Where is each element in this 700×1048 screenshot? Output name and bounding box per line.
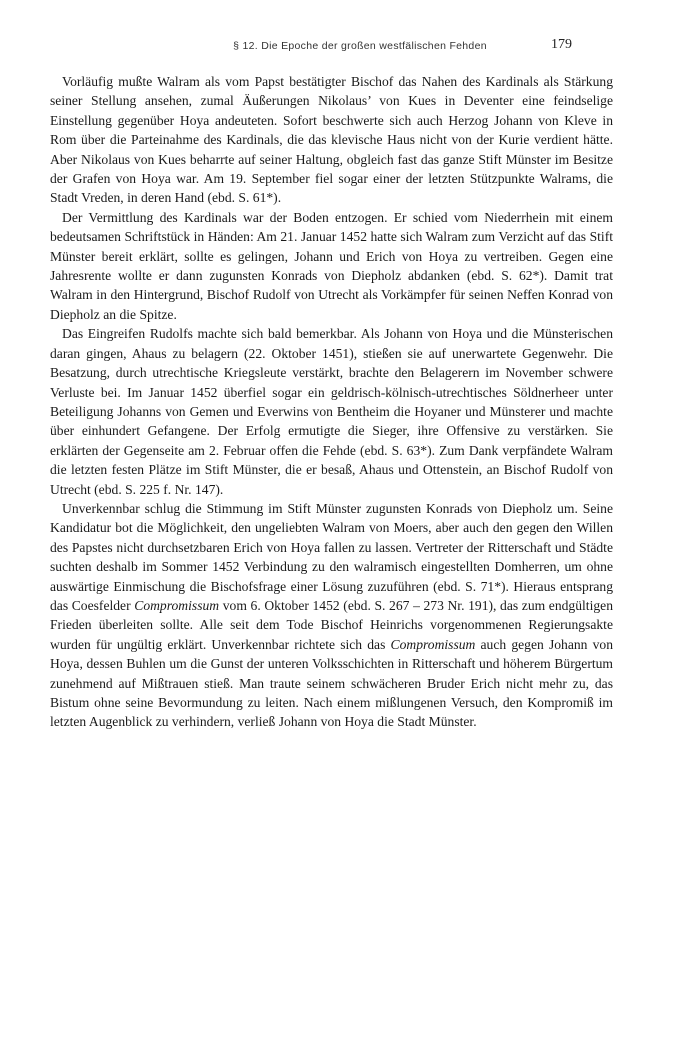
body-text [50, 72, 613, 732]
page-number: 179 [551, 37, 572, 52]
paragraph: Vorläufig mußte Walram als vom Papst bestätigter Bischof das Nahen des Kardinals als Stärkung seiner Stellung ansehen, zumal Äußerungen Nikolaus’ von Kues in Deventer eine feindselige Einstellung gegenüber Hoya andeuteten. Sofort beschwerte sich auch Herzog Johann von Kleve in Rom über die Parteinahme des Kardinals, die das klevische Haus nicht von der Kurie verdient hätte. Aber Nikolaus von Kues beharrte auf seiner Haltung, obgleich fast das ganze Stift Münster im Besitze der Grafen von Hoya war. Am 19. September fiel sogar einer der letzten Stützpunkte Walrams, die Stadt Vreden, in deren Hand (ebd. S. 61*). [50, 74, 613, 206]
italic-term: Compromissum [390, 636, 476, 652]
running-head: § 12. Die Epoche der großen westfälischen Fehden [233, 40, 487, 52]
italic-term: Compromissum [134, 597, 220, 613]
paragraph: Der Vermittlung des Kardinals war der Boden entzogen. Er schied vom Niederrhein mit einem bedeutsamen Schriftstück in Händen: Am 21. Januar 1452 hatte sich Walram zum Verzicht auf das Stift Münster bereit erklärt, sollte es gelingen, Johann und Erich von Hoya zu vertreiben. Gegen eine Jahresrente wollte er dann zugunsten Konrads von Diepholz abdanken (ebd. S. 62*). Damit trat Walram in den Hintergrund, Bischof Rudolf von Utrecht als Vorkämpfer für seinen Neffen Konrad von Diepholz an die Spitze. [50, 209, 613, 322]
paragraph-text: vom 6. Oktober 1452 (ebd. S. 267 – 273 Nr. 191), das zum endgültigen Frieden überleiten sollte. Alle seit dem Tode Bischof Heinrichs vorgenommenen Regierungsakte wurden für ungültig erklärt. Unverkennbar richtete sich das [50, 597, 613, 652]
paragraph-text: auch gegen Johann von Hoya, dessen Buhlen um die Gunst der unteren Volksschichten in Ritterschaft und höherem Bürgertum zunehmend auf Mißtrauen stieß. Man traute seinem schwächeren Bruder Erich nicht mehr zu, das Bistum ohne seine Bevormundung zu leiten. Nach einem mißlungenen Versuch, den Kompromiß im letzten Augenblick zu verhindern, verließ Johann von Hoya die Stadt Münster. [50, 636, 613, 730]
paragraph-text: Unverkennbar schlug die Stimmung im Stift Münster zugunsten Konrads von Diepholz um. Seine Kandidatur bot die Möglichkeit, den ungeliebten Walram von Moers, aber auch den gegen den Willen des Papstes nicht durchsetzbaren Erich von Hoya fallen zu lassen. Vertreter der Ritterschaft und Städte suchten deshalb im Sommer 1452 Verbindung zu den walramisch eingestellten Domherren, um ohne auswärtige Einmischung die Bischofsfrage einer Lösung zuzuführen (ebd. S. 71*). Hieraus entsprang das Coesfelder [50, 500, 613, 613]
paragraph: Das Eingreifen Rudolfs machte sich bald bemerkbar. Als Johann von Hoya und die Münsterischen daran gingen, Ahaus zu belagern (22. Oktober 1451), stießen sie auf unerwartete Gegenwehr. Die Besatzung, durch utrechtische Kriegsleute verstärkt, brachte den Belagerern im November schwere Verluste bei. Im Januar 1452 überfiel sogar ein geldrisch-kölnisch-utrechtisches Söldnerheer unter Beteiligung Johanns von Gemen und Everwins von Bentheim die Hoyaner und Münsterer und machte über einhundert Gefangene. Der Erfolg ermutigte die Sieger, ihre Offensive zu verstärken. Sie erklärten der Gegenseite am 2. Februar offen die Fehde (ebd. S. 63*). Zum Dank verpfändete Walram die letzten festen Plätze im Stift Münster, die er besaß, Ahaus und Ottenstein, an Bischof Rudolf von Utrecht (ebd. S. 225 f. Nr. 147). [50, 326, 613, 497]
paragraph [50, 499, 613, 732]
